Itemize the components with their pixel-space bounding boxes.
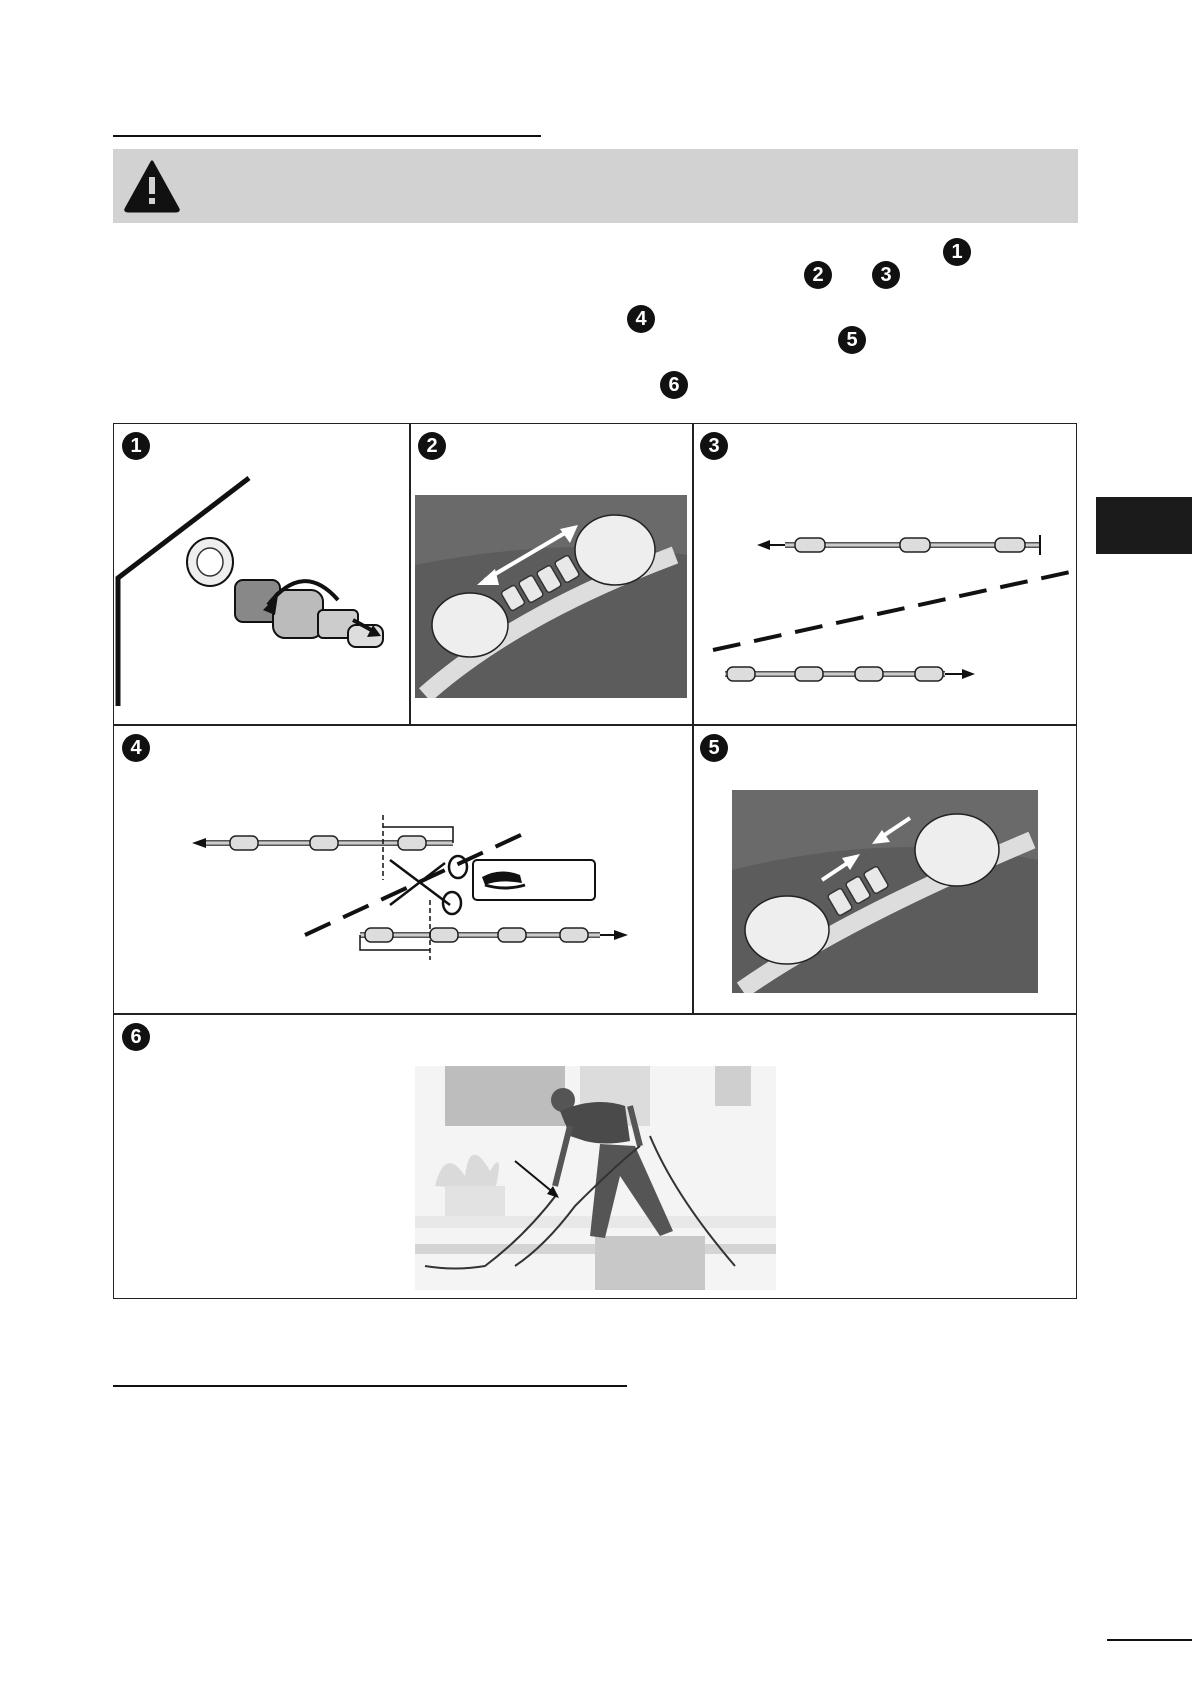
hose-cut-scissors-illustration bbox=[180, 805, 640, 965]
inline-ref-badge-6: 6 bbox=[660, 371, 688, 399]
panel-badge-3: 3 bbox=[700, 432, 728, 460]
panel-badge-4: 4 bbox=[122, 734, 150, 762]
inline-ref-badge-5: 5 bbox=[838, 326, 866, 354]
grid-divider-row2 bbox=[113, 1013, 1077, 1015]
panel-badge-6: 6 bbox=[122, 1023, 150, 1051]
tap-connector-illustration bbox=[113, 470, 408, 710]
warning-triangle-icon bbox=[123, 159, 181, 213]
inline-ref-badge-3: 3 bbox=[872, 261, 900, 289]
person-vacuuming-pool-photo bbox=[415, 1066, 776, 1290]
inline-ref-badge-4: 4 bbox=[627, 305, 655, 333]
inline-ref-badge-2: 2 bbox=[804, 261, 832, 289]
panel-badge-2: 2 bbox=[418, 432, 446, 460]
page-number-rule bbox=[1107, 1639, 1192, 1641]
grid-divider-col2 bbox=[692, 423, 694, 1013]
heading-rule-bottom bbox=[113, 1385, 627, 1387]
hose-sections-illustration bbox=[695, 520, 1075, 700]
inline-ref-badge-1: 1 bbox=[943, 238, 971, 266]
panel-badge-1: 1 bbox=[122, 432, 150, 460]
grid-divider-col1 bbox=[409, 423, 411, 724]
hose-pull-apart-photo bbox=[415, 495, 687, 698]
panel-badge-5: 5 bbox=[700, 734, 728, 762]
chapter-side-tab bbox=[1096, 497, 1192, 554]
heading-rule-top bbox=[113, 135, 541, 137]
grid-divider-row1 bbox=[113, 724, 1077, 726]
hose-push-together-photo bbox=[732, 790, 1038, 993]
warning-box bbox=[113, 149, 1078, 223]
